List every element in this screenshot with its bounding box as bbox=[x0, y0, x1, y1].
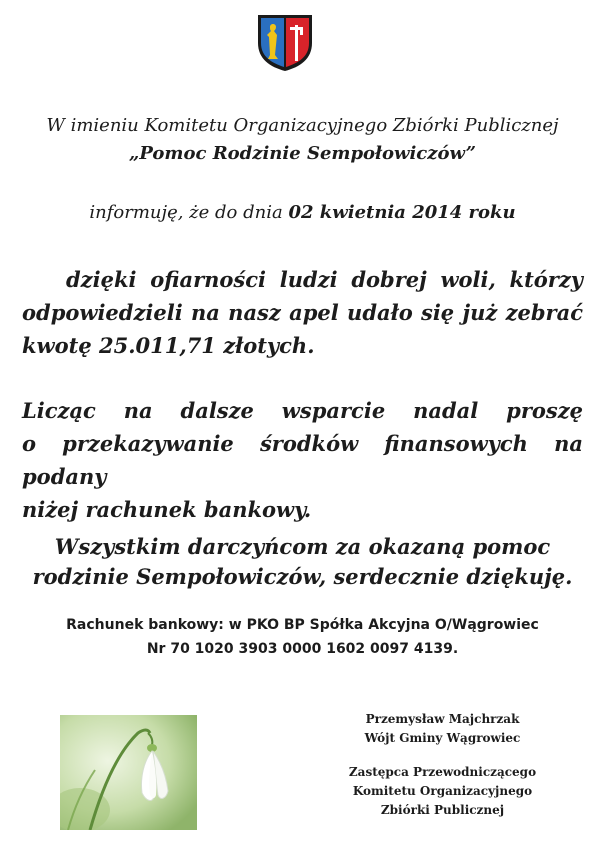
support-line-1: Licząc na dalsze wsparcie nadal proszę bbox=[22, 398, 583, 423]
donation-line-3: kwotę 25.011,71 złotych. bbox=[22, 333, 315, 358]
donation-line-1: dzięki ofiarności ludzi dobrej woli, którzy bbox=[66, 267, 583, 292]
signatory-role-line-3: Zbiórki Publicznej bbox=[380, 803, 505, 817]
bank-name-line: Rachunek bankowy: w PKO BP Spółka Akcyjna O/Wągrowiec bbox=[66, 617, 539, 633]
coat-of-arms-emblem bbox=[256, 13, 314, 73]
snowdrop-flower-image bbox=[60, 715, 197, 830]
signatory-block bbox=[340, 710, 545, 748]
committee-header-line: W imieniu Komitetu Organizacyjnego Zbiórki Publicznej bbox=[46, 115, 559, 136]
signatory-title: Wójt Gminy Wągrowiec bbox=[364, 731, 521, 745]
signatory-role-line-2: Komitetu Organizacyjnego bbox=[352, 784, 533, 798]
thanks-block bbox=[0, 532, 605, 592]
thanks-line-1: Wszystkim darczyńcom za okazaną pomoc bbox=[54, 534, 551, 559]
info-line bbox=[0, 202, 605, 223]
info-prefix: informuję, że do dnia bbox=[89, 202, 283, 223]
thanks-line-2: rodzinie Sempołowiczów, serdecznie dziękuję. bbox=[32, 564, 573, 589]
bank-account-number: Nr 70 1020 3903 0000 1602 0097 4139. bbox=[146, 641, 459, 657]
signatory-role-line-1: Zastępca Przewodniczącego bbox=[348, 765, 537, 779]
support-paragraph bbox=[22, 394, 583, 526]
collection-name: „Pomoc Rodzinie Sempołowiczów” bbox=[129, 143, 476, 164]
signatory-role-block bbox=[340, 763, 545, 820]
support-line-2: o przekazywanie środków finansowych na podany bbox=[22, 431, 583, 489]
support-line-3: niżej rachunek bankowy. bbox=[22, 497, 312, 522]
bank-account-block bbox=[0, 613, 605, 661]
info-date: 02 kwietnia 2014 roku bbox=[288, 202, 516, 223]
donation-line-2: odpowiedzieli na nasz apel udało się już zebrać bbox=[22, 300, 583, 325]
signatory-name: Przemysław Majchrzak bbox=[365, 712, 520, 726]
donation-paragraph bbox=[22, 263, 583, 362]
